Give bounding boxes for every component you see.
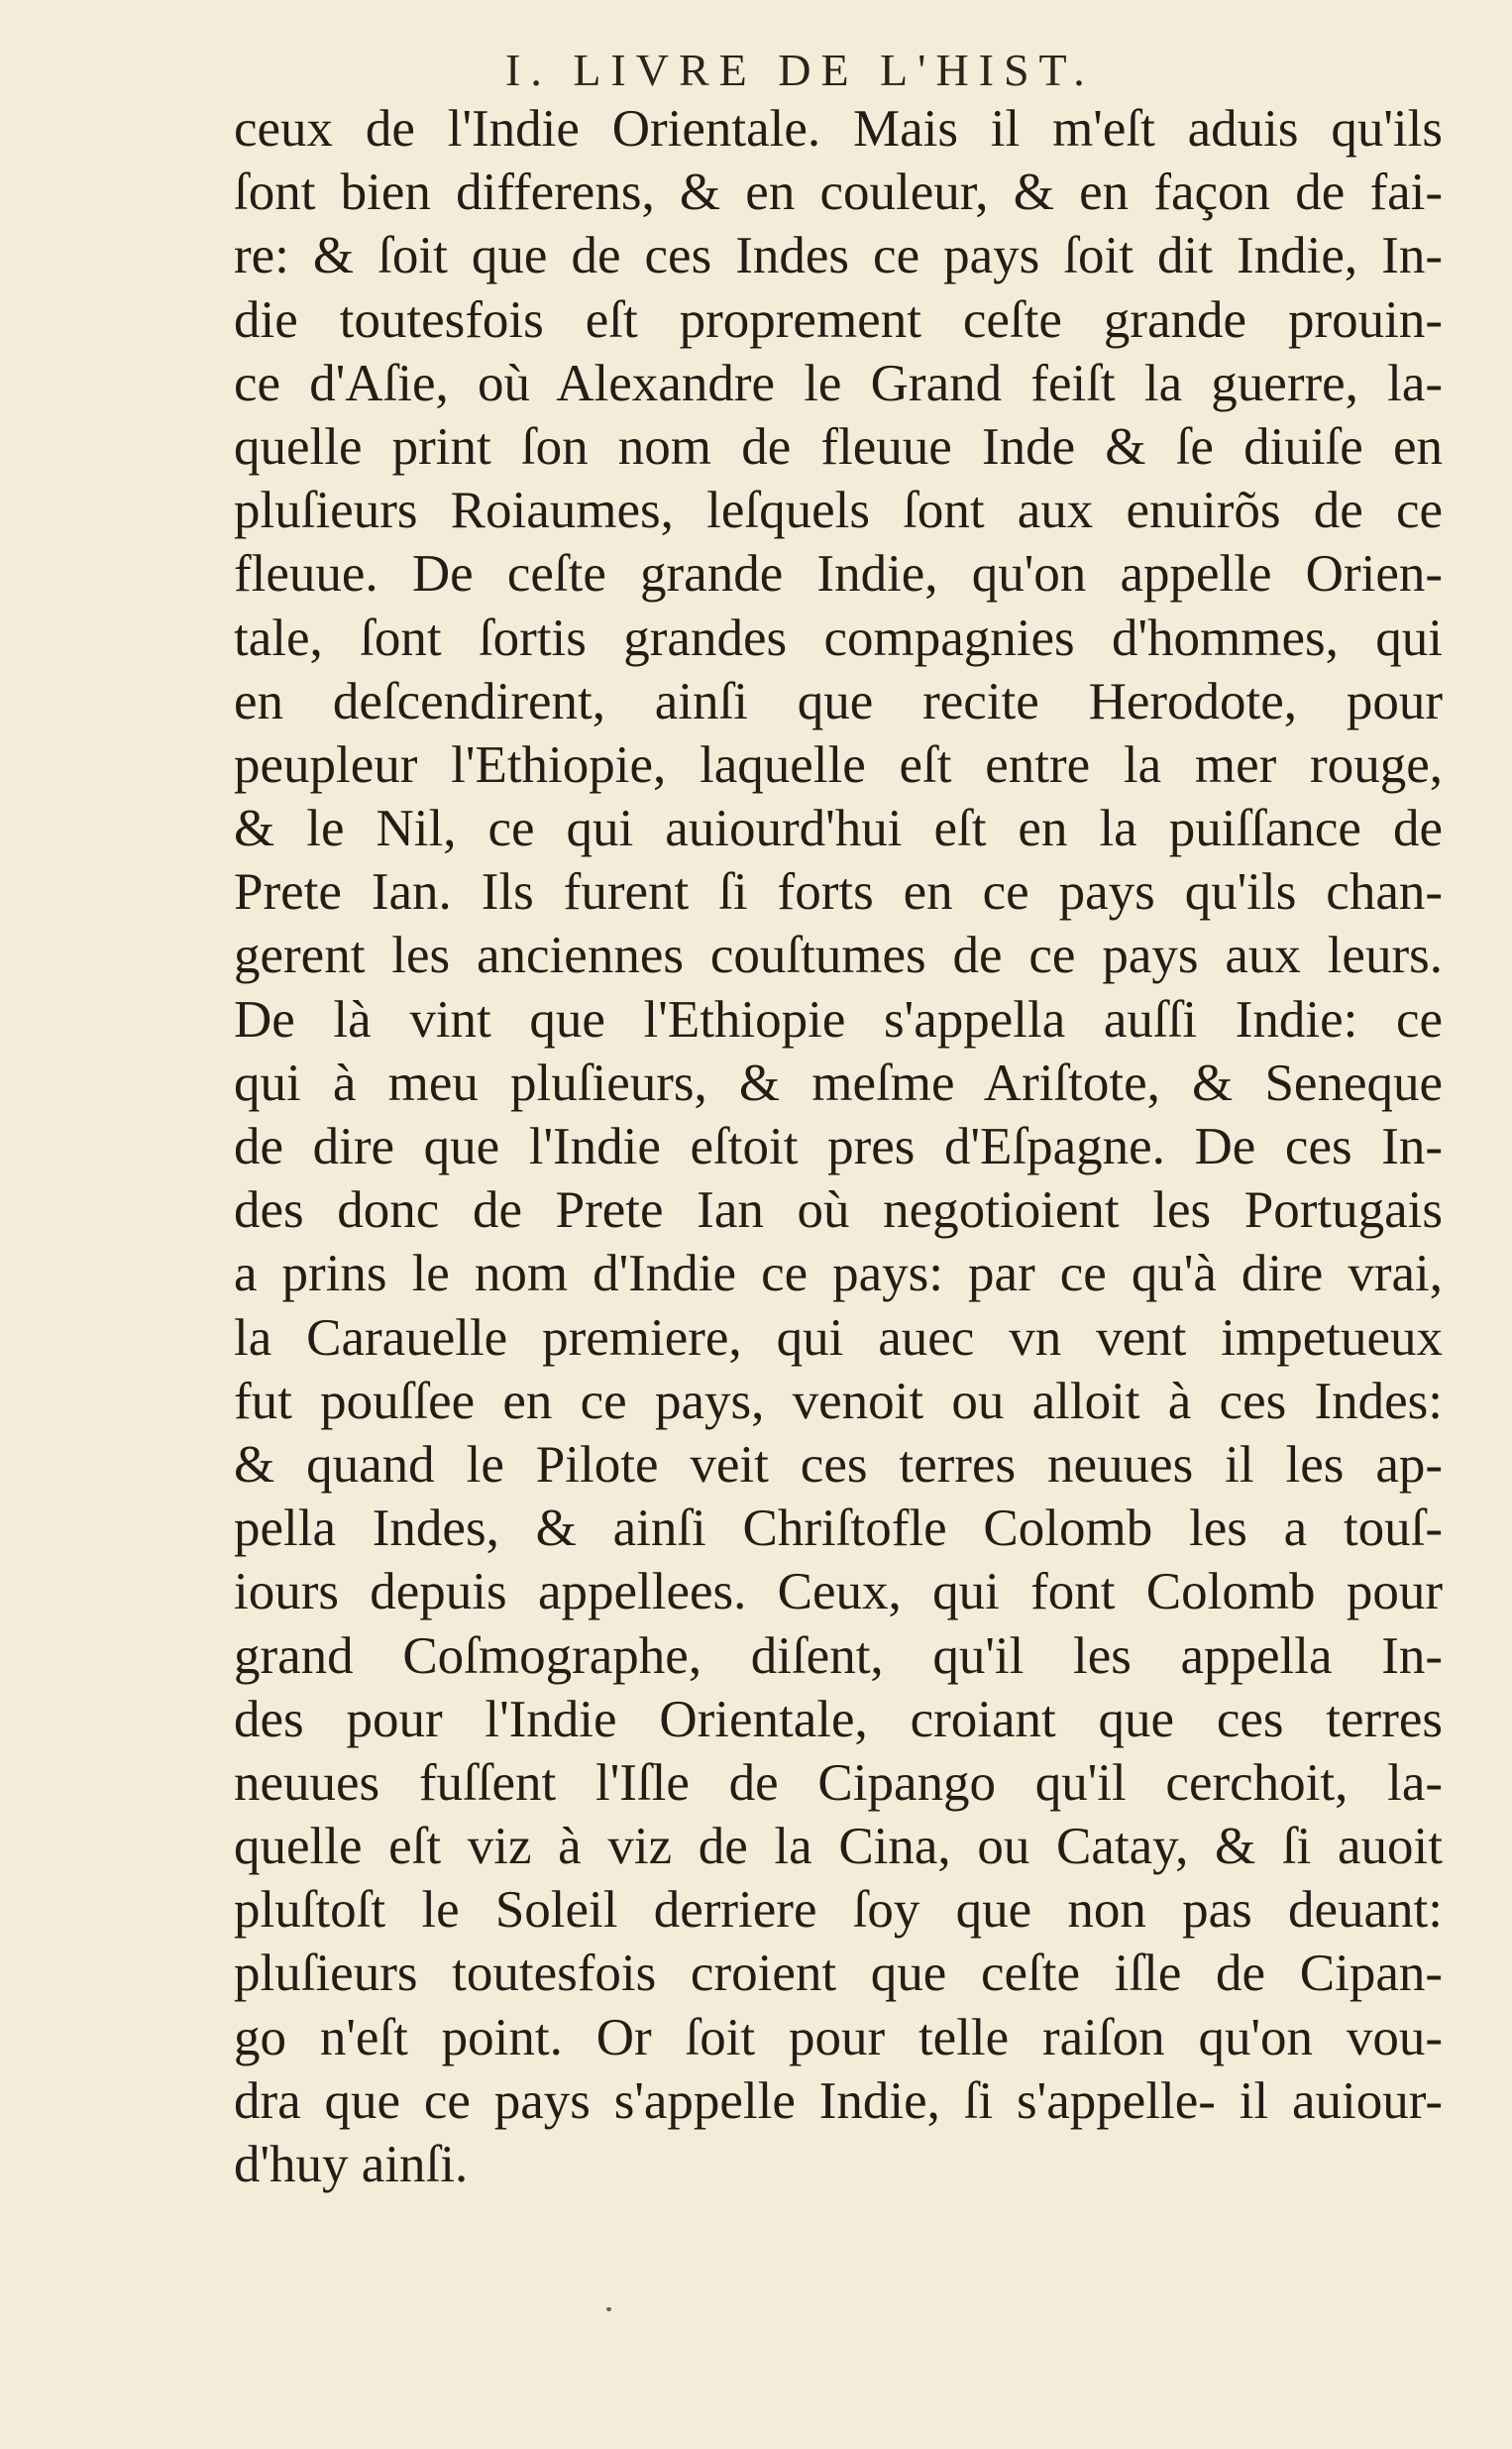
text-line: qui à meu pluſieurs, & meſme Ariſtote, & Seneque	[234, 1054, 1443, 1112]
text-line: pluſieurs toutesfois croient que ceſte iſle de Cipan-	[234, 1945, 1443, 2003]
text-line: pluſieurs Roiaumes, leſquels ſont aux enuirõs de ce	[234, 482, 1443, 540]
text-line: go n'eſt point. Or ſoit pour telle raiſon qu'on vou-	[234, 2008, 1443, 2066]
text-line: re: & ſoit que de ces Indes ce pays ſoit dit Indie, In-	[234, 227, 1443, 285]
text-line: pella Indes, & ainſi Chriſtofle Colomb les a touſ-	[234, 1500, 1443, 1558]
text-line: peupleur l'Ethiopie, laquelle eſt entre la mer rouge,	[234, 735, 1443, 794]
text-line: De là vint que l'Ethiopie s'appella auſſi Indie: ce	[234, 990, 1443, 1049]
text-line: dra que ce pays s'appelle Indie, ſi s'appelle- il auiour-	[234, 2071, 1443, 2130]
text-line: ceux de l'Indie Orientale. Mais il m'eſt aduis qu'ils	[234, 100, 1443, 158]
ink-speck	[606, 2307, 611, 2311]
text-line: d'huy ainſi.	[234, 2136, 469, 2193]
text-line: tale, ſont ſortis grandes compagnies d'hommes, qui	[234, 609, 1443, 667]
text-line: pluſtoſt le Soleil derriere ſoy que non pas deuant:	[234, 1881, 1443, 1940]
text-line: ſont bien differens, & en couleur, & en façon de fai-	[234, 164, 1443, 222]
text-line: ce d'Aſie, où Alexandre le Grand feiſt la guerre, la-	[234, 354, 1443, 412]
text-line: neuues fuſſent l'Iſle de Cipango qu'il cerchoit, la-	[234, 1753, 1443, 1812]
text-line: quelle eſt viz à viz de la Cina, ou Catay, & ſi auoit	[234, 1818, 1443, 1876]
body-text	[234, 97, 1443, 2196]
text-line: die toutesfois eſt proprement ceſte grande prouin-	[234, 290, 1443, 349]
text-line: fleuue. De ceſte grande Indie, qu'on appelle Orien-	[234, 545, 1443, 604]
text-line: quelle print ſon nom de fleuue Inde & ſe diuiſe en	[234, 417, 1443, 476]
text-line: la Carauelle premiere, qui auec vn vent impetueux	[234, 1308, 1443, 1367]
text-line: grand Coſmographe, diſent, qu'il les appella In-	[234, 1626, 1443, 1685]
text-line: de dire que l'Indie eſtoit pres d'Eſpagne. De ces In-	[234, 1118, 1443, 1175]
running-head: I. LIVRE DE L'HIST.	[505, 45, 1095, 95]
text-line: des pour l'Indie Orientale, croiant que ces terres	[234, 1690, 1443, 1748]
text-line: en deſcendirent, ainſi que recite Herodote, pour	[234, 672, 1443, 730]
text-line: & le Nil, ce qui auiourd'hui eſt en la puiſſance de	[234, 800, 1443, 858]
text-line: & quand le Pilote veit ces terres neuues il les ap-	[234, 1435, 1443, 1494]
text-line: fut pouſſee en ce pays, venoit ou alloit à ces Indes:	[234, 1372, 1443, 1430]
text-line: des donc de Prete Ian où negotioient les Portugais	[234, 1181, 1443, 1240]
text-line: gerent les anciennes couſtumes de ce pays aux leurs.	[234, 927, 1443, 985]
text-line: a prins le nom d'Indie ce pays: par ce qu'à dire vrai,	[234, 1245, 1443, 1303]
text-line: Prete Ian. Ils furent ſi forts en ce pays qu'ils chan-	[234, 863, 1443, 922]
text-line: iours depuis appellees. Ceux, qui font Colomb pour	[234, 1563, 1443, 1621]
